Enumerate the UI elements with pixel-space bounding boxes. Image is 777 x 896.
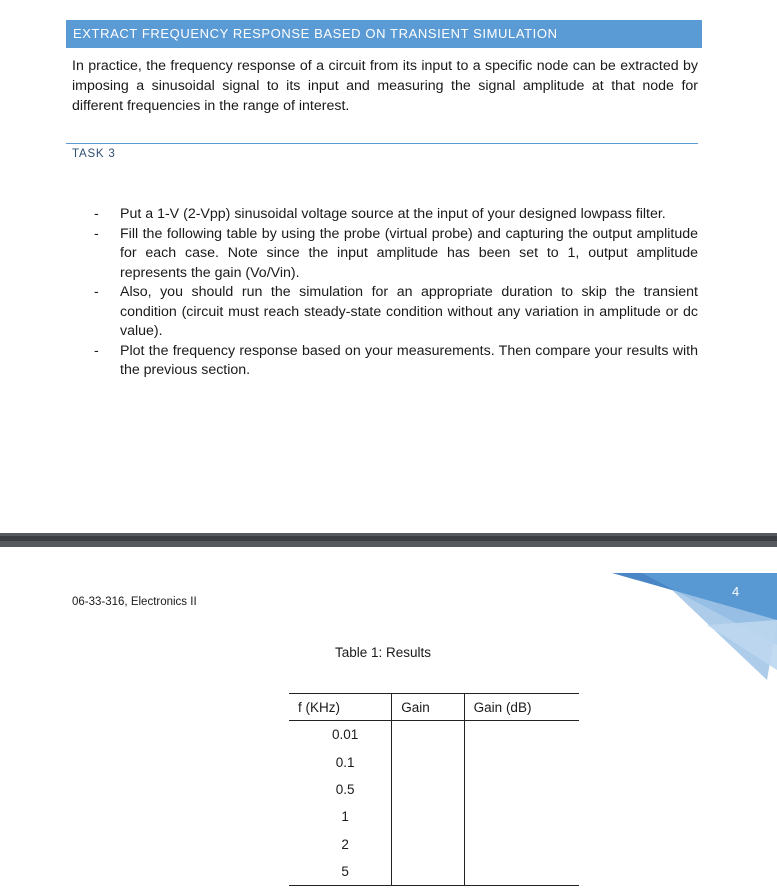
gain-db-cell bbox=[464, 748, 579, 775]
gain-cell bbox=[392, 831, 464, 858]
frequency-cell: 1 bbox=[341, 809, 349, 825]
gain-db-cell bbox=[464, 831, 579, 858]
table-caption: Table 1: Results bbox=[335, 645, 432, 660]
gain-db-cell bbox=[464, 858, 579, 886]
frequency-cell: 0.5 bbox=[335, 781, 355, 797]
frequency-cell: 5 bbox=[289, 858, 392, 886]
frequency-cell: 0.01 bbox=[332, 727, 359, 743]
page-number: 4 bbox=[732, 584, 740, 599]
task-divider bbox=[66, 143, 698, 144]
table-row bbox=[289, 721, 579, 749]
header-gain: Gain bbox=[392, 694, 464, 721]
frequency-cell: 2 bbox=[341, 836, 349, 852]
frequency-cell: 0.1 bbox=[335, 754, 355, 770]
task-item-plot: - Plot the frequency response based on your measurements. Then compare your results with the previous section. bbox=[92, 342, 698, 381]
corner-decoration bbox=[612, 570, 777, 680]
header-gain-db: Gain (dB) bbox=[464, 694, 579, 721]
gain-db-cell bbox=[464, 803, 579, 830]
gain-cell bbox=[392, 721, 464, 749]
section-heading: EXTRACT FREQUENCY RESPONSE BASED ON TRANSIENT SIMULATION bbox=[66, 20, 702, 48]
gain-cell bbox=[392, 803, 464, 830]
intro-paragraph: In practice, the frequency response of a circuit from its input to a specific node can be extracted by imposing a sinusoidal signal to its input and measuring the signal amplitude at that node for different frequencies in the range of interest. bbox=[72, 58, 698, 114]
table-row bbox=[289, 803, 579, 830]
gain-cell bbox=[392, 858, 464, 886]
task-item-duration: - Also, you should run the simulation for an appropriate duration to skip the transient condition (circuit must reach steady-state condition without any variation in amplitude or dc value). bbox=[92, 283, 698, 342]
table-row bbox=[289, 748, 579, 775]
header-frequency: f (KHz) bbox=[289, 694, 392, 721]
task-label: TASK 3 bbox=[72, 148, 116, 160]
task-item-fill-table: - Fill the following table by using the probe (virtual probe) and capturing the output amplitude for each case. Note since the input amplitude has been set to 1, output amplitude represents the gain (Vo/Vin). bbox=[92, 225, 698, 284]
task-item-source: - Put a 1-V (2-Vpp) sinusoidal voltage source at the input of your designed lowpass filter. bbox=[92, 205, 698, 225]
task-list bbox=[92, 205, 698, 381]
page-break bbox=[0, 533, 777, 547]
gain-db-cell bbox=[464, 776, 579, 803]
table-row bbox=[289, 831, 579, 858]
results-table bbox=[289, 693, 579, 886]
gain-cell bbox=[392, 776, 464, 803]
table-row bbox=[289, 858, 579, 886]
gain-cell bbox=[392, 748, 464, 775]
course-footer: 06-33-316, Electronics II bbox=[72, 596, 197, 608]
gain-db-cell bbox=[464, 721, 579, 749]
table-row bbox=[289, 776, 579, 803]
table-header-row bbox=[289, 694, 579, 721]
